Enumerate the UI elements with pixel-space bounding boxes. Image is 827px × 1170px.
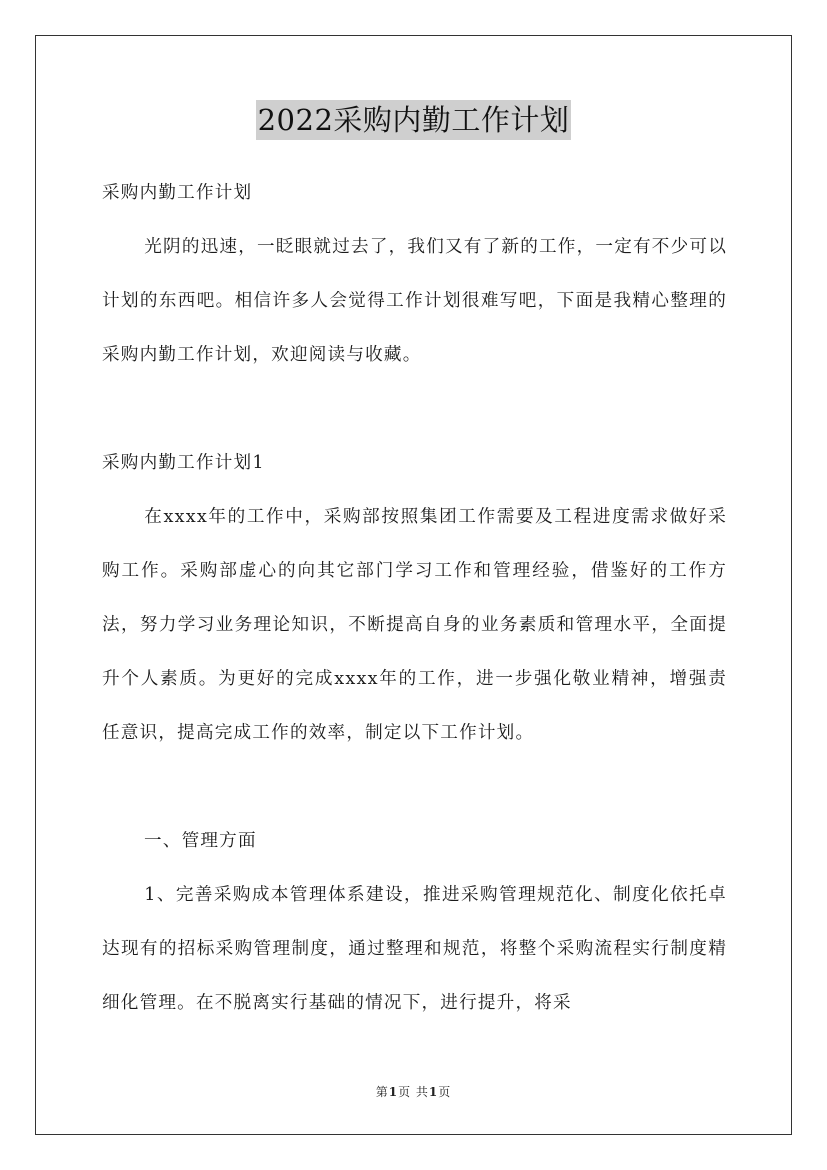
footer-total-pages: 1 [428, 1085, 439, 1099]
page-footer [0, 1083, 827, 1100]
footer-page-number: 1 [388, 1085, 399, 1099]
title-wrap [0, 100, 827, 140]
footer-middle: 页 共 [398, 1085, 429, 1099]
document-title: 2022采购内勤工作计划 [256, 100, 572, 140]
footer-prefix: 第 [375, 1085, 389, 1099]
footer-suffix: 页 [438, 1085, 452, 1099]
document-subtitle: 采购内勤工作计划 [102, 183, 253, 203]
section1-title: 采购内勤工作计划1 [102, 453, 265, 473]
section1-paragraph: 在xxxx年的工作中，采购部按照集团工作需要及工程进度需求做好采购工作。采购部虚心的向其它部门学习工作和管理经验，借鉴好的工作方法，努力学习业务理论知识，不断提高自身的业务素质和管理水平，全面提升个人素质。为更好的完成xxxx年的工作，进一步强化敬业精神，增强责任意识，提高完成工作的效率，制定以下工作计划。 [102, 507, 727, 743]
intro-paragraph: 光阴的迅速，一眨眼就过去了，我们又有了新的工作，一定有不少可以计划的东西吧。相信许多人会觉得工作计划很难写吧，下面是我精心整理的采购内勤工作计划，欢迎阅读与收藏。 [102, 237, 727, 365]
item1-paragraph: 1、完善采购成本管理体系建设，推进采购管理规范化、制度化依托卓达现有的招标采购管理制度，通过整理和规范，将整个采购流程实行制度精细化管理。在不脱离实行基础的情况下，进行提升，将采 [102, 885, 727, 1013]
subsection1-title: 一、管理方面 [144, 831, 257, 851]
